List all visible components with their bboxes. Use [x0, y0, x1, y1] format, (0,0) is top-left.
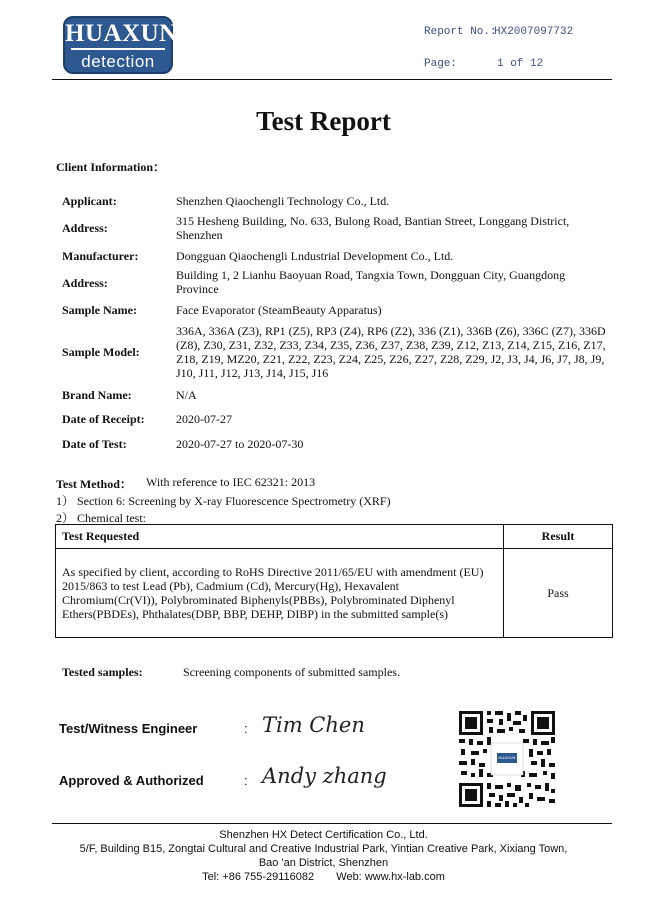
- page-label: Page:: [424, 58, 458, 70]
- label-sample-name: Sample Name:: [62, 303, 137, 317]
- test-engineer-colon: :: [244, 721, 248, 736]
- header-test-requested: Test Requested: [56, 525, 504, 549]
- tested-samples-label: Tested samples:: [62, 665, 143, 679]
- logo-top-text: HUAXUN: [65, 20, 178, 47]
- header-rule: [52, 79, 612, 80]
- approver-colon: :: [244, 773, 248, 788]
- value-sample-model: 336A, 336A (Z3), RP1 (Z5), RP3 (Z4), RP6 (Z2), 336 (Z1), 336B (Z6), 336C (Z7), 336D (Z8), Z30, Z31, Z32, Z33, Z34, Z35, Z36, Z37, Z38, Z39, Z12, Z13, Z14, Z15, Z16, Z17, Z18, Z19, MZ20, Z21, Z22, Z23, Z24, Z25, Z26, Z27, Z28, Z29, J2, J3, J4, J6, J7, J8, J9, J10, J11, J12, J13, J14, J15, J16: [176, 324, 606, 380]
- qr-badge-text: HUAXUN: [498, 755, 516, 760]
- cell-result: Pass: [504, 549, 613, 638]
- report-no-value: HX2007097732: [494, 26, 574, 38]
- value-applicant-address: 315 Hesheng Building, No. 633, Bulong Road, Bantian Street, Longgang District, Shenzhen: [176, 214, 570, 242]
- label-date-of-receipt: Date of Receipt:: [62, 412, 145, 426]
- company-logo: [63, 16, 178, 74]
- test-method-item: 2） Chemical test:: [56, 511, 146, 525]
- test-method-label: Test Method：: [56, 477, 132, 491]
- footer-address-line2: Bao 'an District, Shenzhen: [258, 857, 389, 869]
- label-sample-model: Sample Model:: [62, 345, 140, 359]
- footer-contact: [0, 870, 647, 884]
- value-applicant: Shenzhen Qiaochengli Technology Co., Ltd.: [176, 194, 390, 208]
- footer-tel-label: Tel:: [202, 871, 220, 883]
- test-engineer-label: Test/Witness Engineer: [59, 721, 198, 736]
- test-engineer-signature: Tim Chen: [262, 713, 365, 737]
- client-info-heading: Client Information：: [56, 160, 165, 174]
- label-date-of-test: Date of Test:: [62, 437, 127, 451]
- value-brand-name: N/A: [176, 388, 197, 402]
- label-applicant: Applicant:: [62, 194, 117, 208]
- cell-test-requested: As specified by client, according to RoHS Directive 2011/65/EU with amendment (EU) 2015/863 to test Lead (Pb), Cadmium (Cd), Mercury(Hg), Hexavalent Chromium(Cr(VI)), Polybrominated Biphenyls(PBBs), Polybrominated Diphenyl Ethers(PBDEs), Phthalates(DBP, BBP, DEHP, DIBP) in the submitted sample(s): [56, 549, 504, 638]
- test-method-value: With reference to IEC 62321: 2013: [146, 475, 316, 489]
- results-table: [55, 524, 613, 638]
- label-applicant-address: Address:: [62, 221, 108, 235]
- footer-address-line1: 5/F, Building B15, Zongtai Cultural and Creative Industrial Park, Yintian Creative Park, Xixiang Town,: [79, 843, 568, 855]
- header-result: Result: [504, 525, 613, 549]
- footer-web-label: Web:: [336, 871, 362, 883]
- footer-rule: [52, 823, 612, 824]
- tested-samples-value: Screening components of submitted samples.: [183, 665, 400, 679]
- value-sample-name: Face Evaporator (SteamBeauty Apparatus): [176, 303, 382, 317]
- label-manufacturer-address: Address:: [62, 276, 108, 290]
- test-method-item: 1） Section 6: Screening by X-ray Fluorescence Spectrometry (XRF): [56, 494, 391, 508]
- approver-signature: Andy zhang: [262, 764, 387, 788]
- page-title: Test Report: [256, 106, 391, 136]
- page-value: 1 of 12: [497, 58, 544, 70]
- approver-label: Approved & Authorized: [59, 773, 204, 788]
- value-manufacturer: Dongguan Qiaochengli Lndustrial Development Co., Ltd.: [176, 249, 454, 263]
- value-manufacturer-address: Building 1, 2 Lianhu Baoyuan Road, Tangxia Town, Dongguan City, Guangdong Province: [176, 268, 566, 296]
- footer-company: Shenzhen HX Detect Certification Co., Ltd.: [219, 829, 428, 841]
- qr-code: [457, 709, 557, 809]
- value-date-of-test: 2020-07-27 to 2020-07-30: [176, 437, 304, 451]
- report-no-label: Report No.:: [424, 26, 497, 38]
- label-brand-name: Brand Name:: [62, 388, 132, 402]
- label-manufacturer: Manufacturer:: [62, 249, 139, 263]
- footer-tel: +86 755-29116082: [222, 871, 315, 883]
- logo-bottom-text: detection: [81, 52, 155, 71]
- value-date-of-receipt: 2020-07-27: [176, 412, 232, 426]
- footer-web: www.hx-lab.com: [364, 871, 445, 883]
